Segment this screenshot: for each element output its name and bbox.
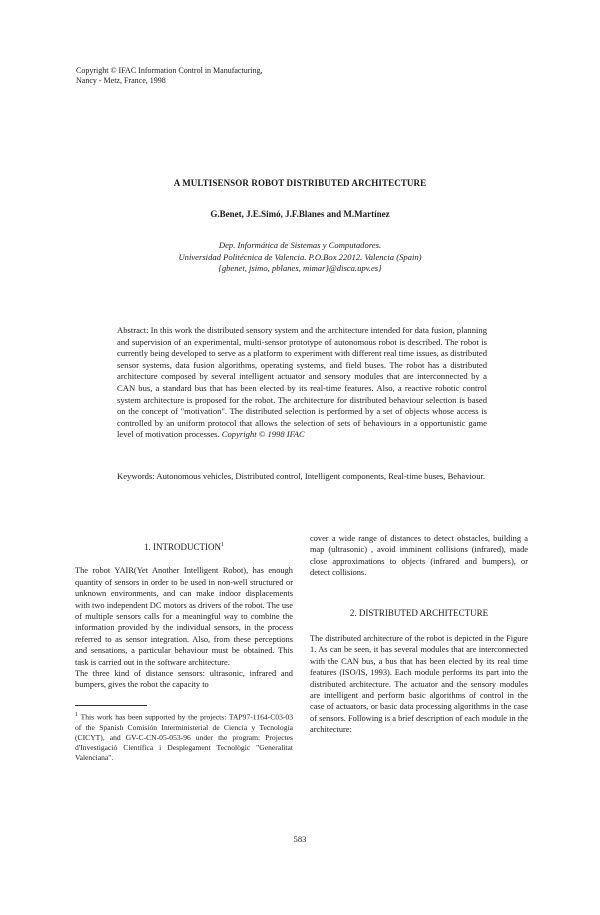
affiliation-line-1: Dep. Informática de Sistemas y Computadores. [218,240,382,250]
intro-paragraph-1: The robot YAIR(Yet Another Intelligent Robot), has enough quantity of sensors in order to be used in non-well structured or unknown environments, and can make indoor displacements with two independent DC motors as drivers of the robot. The use of multiple sensors calls for a meaningful way to combine the information provided by the individual sensors, in the process referred to as sensor integration. Also, from these perceptions and sensations, a particular behaviour must be obtained. This task is carried out in the software architecture. [75,566,293,667]
footnote-text: This work has been supported by the projects: TAP97-1164-C03-03 of the Spanish Comisión Interministerial de Ciencia y Tecnología (CICYT), and GV-C-CN-05-053-96 under the program: Projectes d'Investigació Científica i Desplegament Tecnològic "Generalitat Valenciana". [75,712,293,763]
footnote-marker: 1 [221,542,224,548]
footnote [75,710,293,764]
section-1-heading [75,540,293,553]
paper-title: A MULTISENSOR ROBOT DISTRIBUTED ARCHITECTURE [173,178,427,188]
keywords: Keywords: Autonomous vehicles, Distributed control, Intelligent components, Real-time buses, Behaviour. [117,471,486,481]
affiliation-emails: {gbenet, jsimo, pblanes, mimar}@disca.upv.es} [218,263,382,273]
affiliation-line-2: Universidad Politécnica de Valencia. P.O.Box 22012. Valencia (Spain) [178,251,422,262]
copyright-line-2: Nancy - Metz, France, 1998 [76,76,166,85]
section-1-heading-text: 1. INTRODUCTION [144,542,221,552]
intro-continuation: cover a wide range of distances to detect obstacles, building a map (ultrasonic) , avoid imminent collisions (infrared), made close approximations to objects (infrared and bumpers), or detect collisions. [310,534,528,578]
abstract-copyright: Copyright © 1998 IFAC [221,429,305,440]
paper-authors: G.Benet, J.E.Simó, J.F.Blanes and M.Martínez [210,209,390,219]
copyright-line-1: Copyright © IFAC Information Control in Manufacturing, [76,66,263,75]
affiliation [0,240,600,275]
section-2-heading: 2. DISTRIBUTED ARCHITECTURE [349,607,489,618]
abstract [117,325,487,441]
page-number: 583 [293,834,307,844]
copyright-notice [76,66,376,86]
footnote-number: 1 [75,711,78,718]
architecture-paragraph-1: The distributed architecture of the robot is depicted in the Figure 1. As can be seen, it has several modules that are interconnected with the CAN bus, a bus that has been elected by its real time features (ISO/IS, 1993). Each module performs its part into the distributed architecture. The actuator and the sensory modules are intelligent and perform basic algorithms of control in the case of actuators, or basic data processing algorithms in the case of sensors. Following is a brief description of each module in the architecture: [310,634,528,735]
footnote-divider [75,705,147,706]
left-column [75,540,293,763]
right-column [310,533,528,736]
intro-paragraph-2: The three kind of distance sensors: ultrasonic, infrared and bumpers, gives the robot the capacity to [75,669,293,690]
abstract-text: Abstract: In this work the distributed sensory system and the architecture intended for data fusion, planning and supervision of an experimental, multi-sensor prototype of autonomous robot is described. The robot is currently being developed to serve as a platform to experiment with different real time issues, as distributed sensor systems, data fusion algorithms, operating systems, and field buses. The robot has a distributed architecture composed by several intelligent actuator and sensory modules that are interconnected by a CAN bus, a standard bus that has been elected by its real-time features. Also, a reactive robotic control system architecture is proposed for the robot. The architecture for distributed behaviour selection is based on the concept of "motivation". The distributed selection is performed by a set of objects whose access is controlled by an uniform protocol that allows the selection of sets of behaviours in a opportunistic game level of motivation processes. [117,325,487,440]
